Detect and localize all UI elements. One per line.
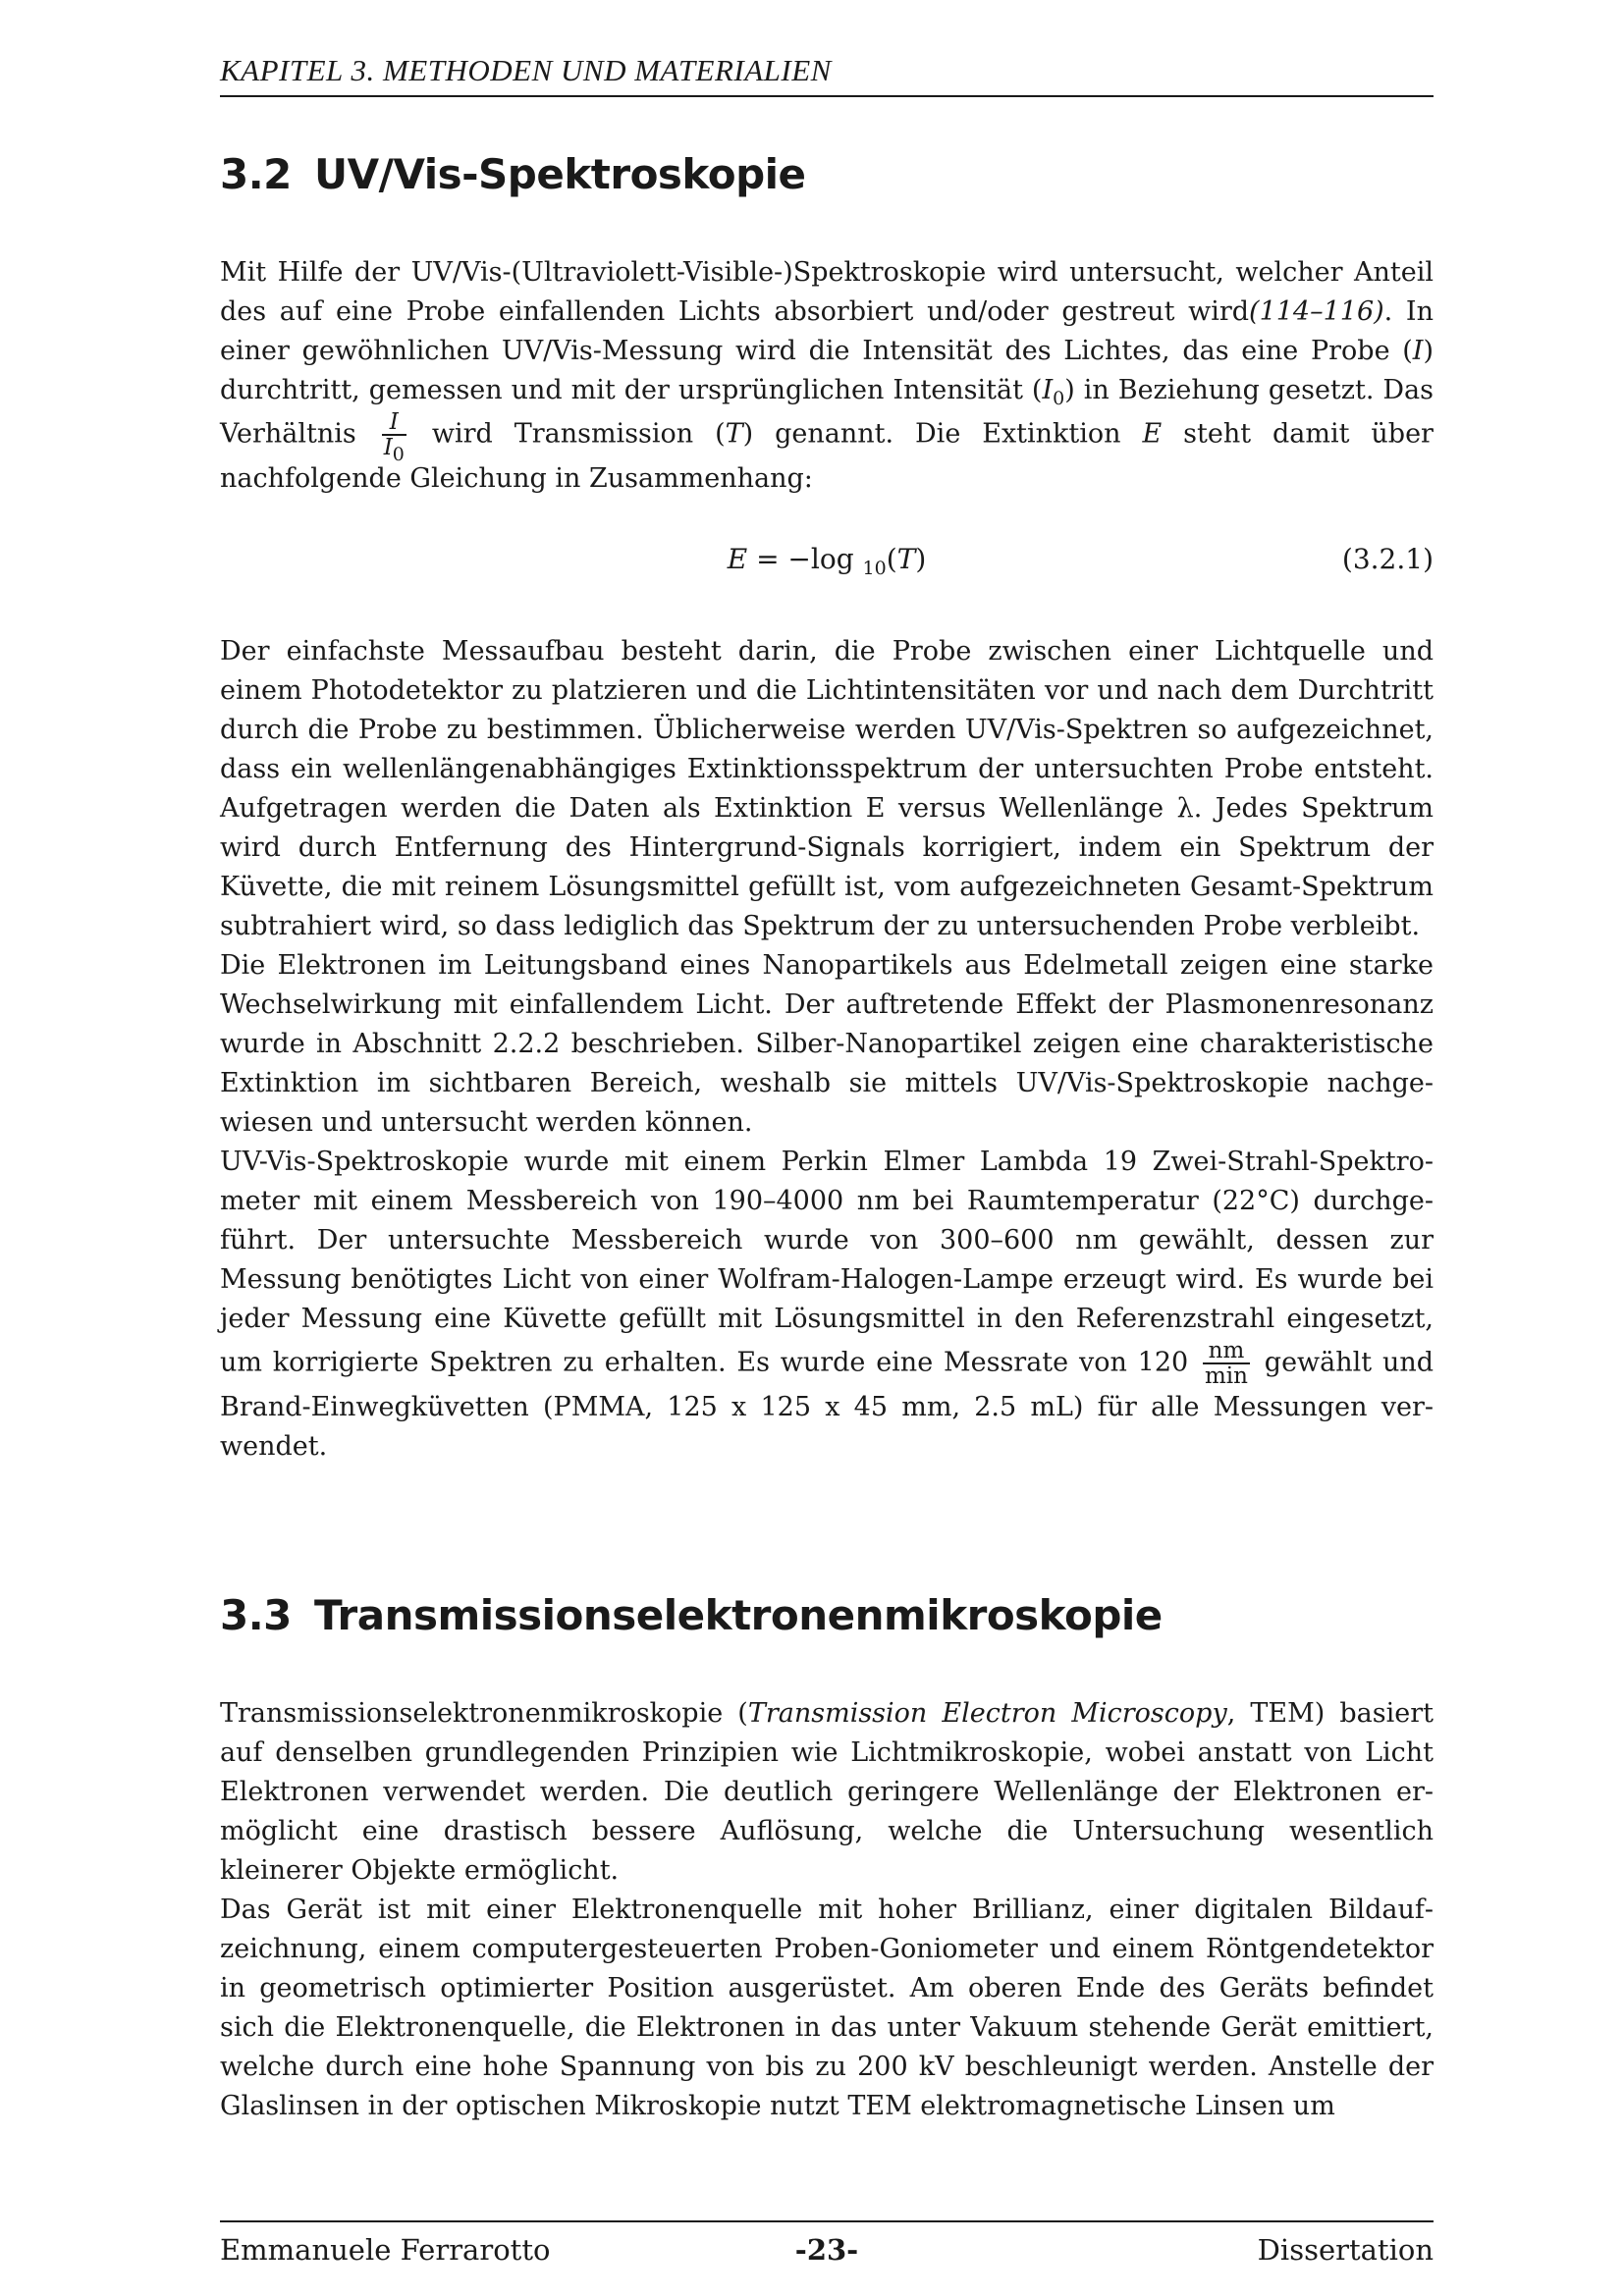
text-run: gewählt und Brand-Einwegküvetten (PMMA, 125 x 125 x 45 mm, 2.5 mL) für alle Messungen verwendet.	[220, 1347, 1435, 1462]
fraction-numerator: nm	[1203, 1339, 1250, 1364]
section-title: UV/Vis-Spektroskopie	[314, 150, 806, 198]
math-variable: I	[383, 435, 393, 460]
footer-rule	[220, 2220, 1434, 2222]
math-subscript: 0	[392, 444, 405, 465]
running-header: KAPITEL 3. METHODEN UND MATERIALIEN	[220, 53, 832, 87]
math-paren: (	[886, 543, 897, 575]
paragraph: Die Elektronen im Leitungsband eines Nanopartikels aus Edelmetall zeigen eine starke Wechselwirkung mit einfallendem Licht. Der auftretende Effekt der Plasmonenresonanz wurde in Abschnitt 2.2.2 beschrieben. Silber-Nanopartikel zeigen eine charakteristische Extinktion im sichtbaren Bereich, weshalb sie mittels UV/Vis-Spektroskopie nachgewiesen und untersucht werden können.	[220, 950, 1434, 1138]
math-variable: T	[725, 418, 743, 450]
math-operator: = −log	[747, 543, 863, 575]
math-variable: T	[896, 543, 916, 575]
section-number: 3.3	[220, 1591, 292, 1639]
text-run: ) durchtritt, gemessen und mit der ursprünglichen Intensität (	[220, 336, 1434, 405]
equation-number: (3.2.1)	[1341, 543, 1434, 575]
section-title: Transmissionselektronenmikroskopie	[314, 1591, 1163, 1639]
fraction-transmission	[382, 409, 406, 465]
paragraph	[220, 253, 1434, 499]
section-3-3-body	[220, 1694, 1434, 2126]
math-subscript: 0	[1053, 388, 1065, 409]
text-run: wird Transmission (	[431, 418, 726, 450]
math-variable: I	[1412, 336, 1424, 366]
english-term: Transmission Electron Microscopy	[747, 1698, 1227, 1729]
footer-doc-type: Dissertation	[1257, 2233, 1434, 2267]
text-run: steht damit über nachfolgende Gleichung in Zusammenhang:	[220, 418, 1434, 494]
section-3-2-intro	[220, 253, 1434, 499]
equation-body	[220, 538, 1434, 581]
math-variable: I	[1042, 375, 1054, 405]
text-run: UV-Vis-Spektroskopie wurde mit einem Perkin Elmer Lambda 19 Zwei-Strahl-Spektrometer mit einem Messbereich von 190–4000 nm bei Raumtemperatur (22°C) durchgeführt. Der untersuchte Messbereich wurde von 300–600 nm gewählt, dessen zur Messung benötigtes Licht von einer Wolfram-Halogen-Lampe erzeugt wird. Es wurde bei jeder Messung eine Küvette gefüllt mit Lösungsmittel in den Referenzstrahl eingesetzt, um korrigierte Spektren zu erhalten. Es wurde eine Messrate von 120	[220, 1147, 1434, 1378]
fraction-rate-unit	[1203, 1339, 1250, 1388]
fraction-denominator: min	[1205, 1363, 1248, 1389]
text-run: . In einer gewöhnlichen UV/Vis-Messung wird die Intensität des Lichtes, das eine Probe (	[220, 296, 1434, 366]
math-paren: )	[915, 543, 927, 575]
section-3-2-body	[220, 632, 1434, 1467]
fraction-denominator	[382, 435, 406, 465]
equation-3-2-1	[220, 538, 1434, 581]
text-run: ) genannt. Die Extinktion	[742, 418, 1121, 450]
text-run: , TEM) basiert auf denselben grundlegenden Prinzipien wie Lichtmikroskopie, wobei anstatt von Licht Elektronen verwendet werden. Die deutlich geringere Wellenlänge der Elektronen ermöglicht eine drastisch bessere Auflösung, welche die Untersuchung wesentlich kleinerer Objekte ermöglicht.	[220, 1698, 1434, 1886]
paragraph: Der einfachste Messaufbau besteht darin, die Probe zwischen einer Lichtquelle und einem Photodetektor zu platzieren und die Lichtintensitäten vor und nach dem Durchtritt durch die Probe zu bestimmen. Üblicherweise werden UV/Vis-Spektren so aufgezeichnet, dass ein wellenlängenabhängiges Extinktionsspektrum der untersuchten Probe entsteht. Aufgetragen werden die Daten als Extinktion E versus Wellenlänge λ. Jedes Spektrum wird durch Entfernung des Hintergrund-Signals korrigiert, indem ein Spektrum der Küvette, die mit reinem Lösungsmittel gefüllt ist, vom aufgezeichneten Gesamt-Spektrum subtrahiert wird, so dass lediglich das Spektrum der zu untersuchenden Probe verbleibt.	[220, 636, 1434, 941]
paragraph: Das Gerät ist mit einer Elektronenquelle mit hoher Brillianz, einer digitalen Bildaufzeichnung, einem computergesteuerten Proben-Goniometer und einem Röntgendetektor in geometrisch optimierter Position ausgerüstet. Am oberen Ende des Geräts befindet sich die Elektronenquelle, die Elektronen in das unter Vakuum stehende Gerät emittiert, welche durch eine hohe Spannung von bis zu 200 kV beschleunigt werden. Anstelle der Glaslinsen in der optischen Mikroskopie nutzt TEM elektromagnetische Linsen um	[220, 1895, 1434, 2121]
text-run: ) in Beziehung gesetzt. Das Verhältnis	[220, 375, 1434, 450]
footer-author: Emmanuele Ferrarotto	[220, 2233, 551, 2267]
paragraph	[220, 1694, 1434, 1891]
section-heading-3-2	[220, 147, 1434, 202]
text-run: Mit Hilfe der UV/Vis-(Ultraviolett-Visible-)Spektroskopie wird untersucht, welcher Anteil des auf eine Probe einfallenden Lichts absorbiert und/oder gestreut wird	[220, 257, 1434, 327]
page-footer	[220, 2230, 1434, 2269]
paragraph	[220, 1143, 1434, 1467]
math-subscript: 10	[862, 558, 887, 579]
math-variable: E	[727, 543, 748, 575]
header-rule	[220, 95, 1434, 97]
citation-reference: (114–116)	[1249, 296, 1384, 327]
math-variable: E	[1142, 418, 1163, 450]
section-number: 3.2	[220, 150, 292, 198]
section-heading-3-3	[220, 1588, 1434, 1643]
text-run: Transmissionselektronenmikroskopie (	[220, 1698, 748, 1729]
page-number: -23-	[794, 2233, 859, 2267]
fraction-numerator: I	[382, 410, 406, 436]
